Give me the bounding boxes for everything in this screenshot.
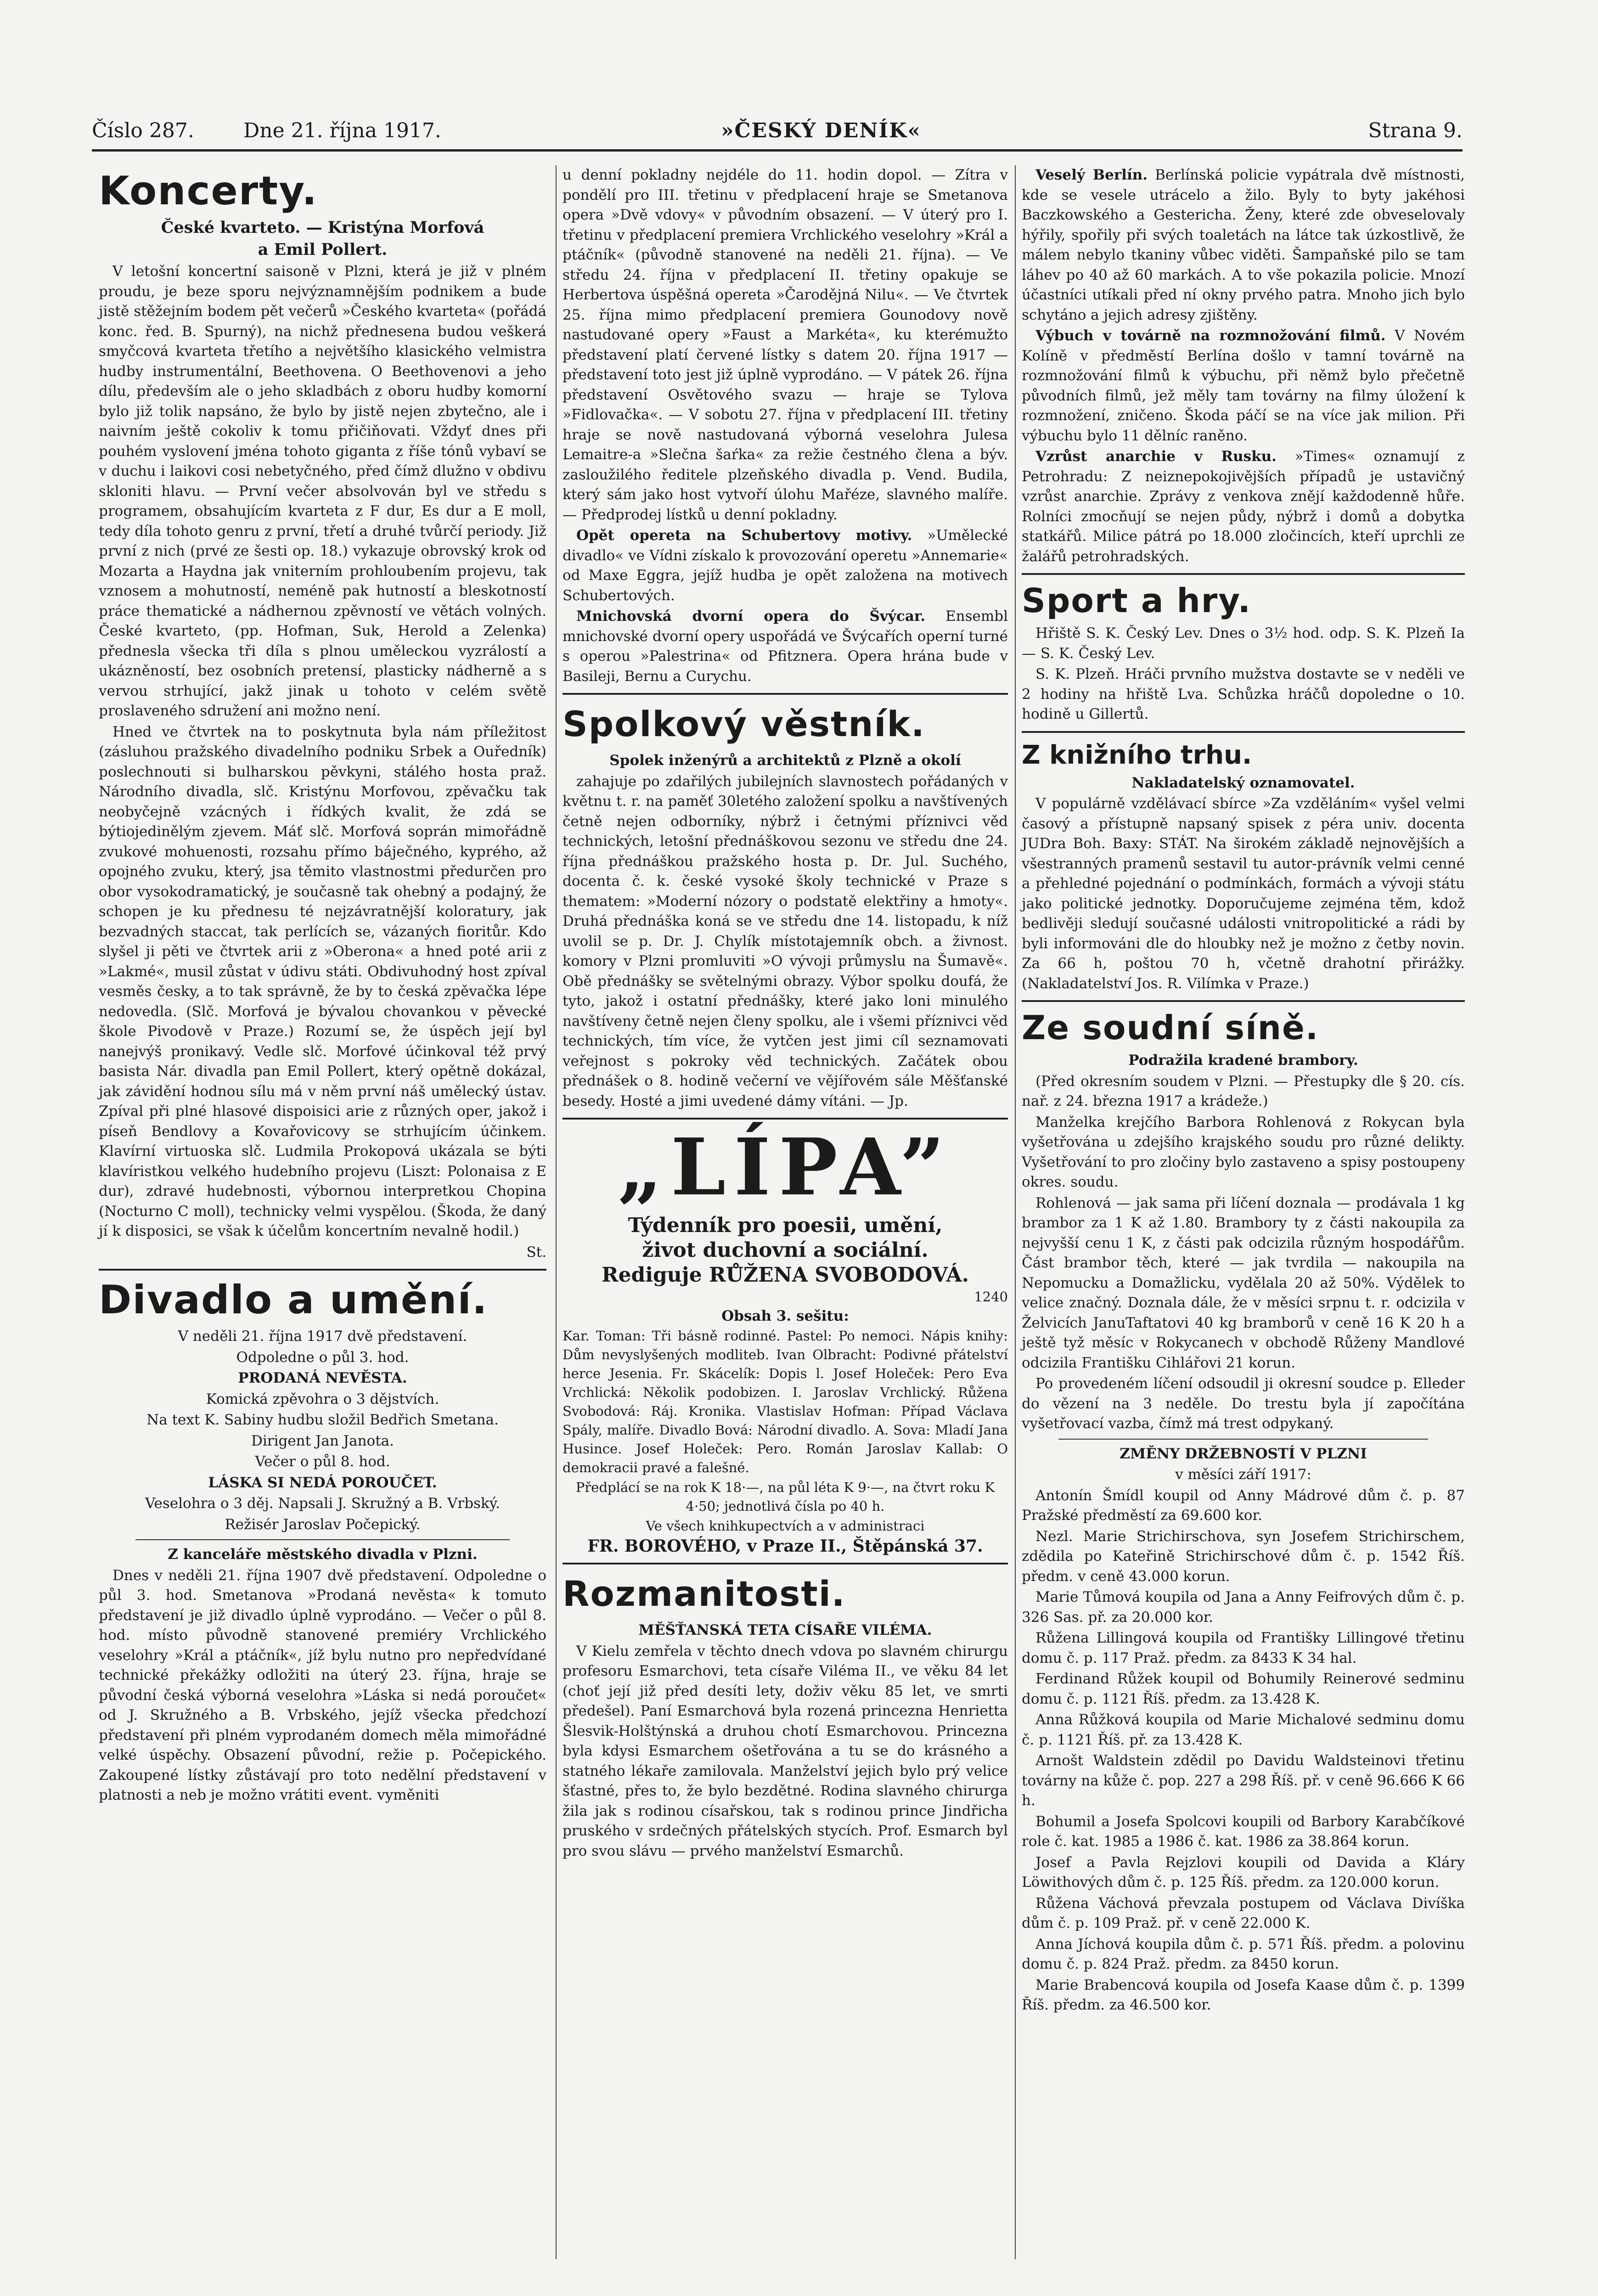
article-paragraph: »Times« oznamují z Petrohradu: Z neiznepokojivějších případů je ustavičný vzrůst anarchie. Zprávy z venkova znějí každodenně hůře. Rolníci zmocňují se nejen půdy, nýbrž i domů a dobytka statkářů. Milice pátrá po 18.000 zločincích, kteří uprchli ze žalářů petrohradských. — [1022, 448, 1465, 565]
article-heading: Z kanceláře městského divadla v Plzni. — [168, 1546, 478, 1563]
theatre-line: Večer o půl 8. hod. — [255, 1453, 390, 1470]
column-2 — [563, 165, 1008, 1862]
play-title: PRODANÁ NEVĚSTA. — [238, 1370, 407, 1386]
list-item: Antonín Šmídl koupil od Anny Mádrové dům č. p. 87 Pražské předměstí za 69.600 kor. — [1022, 1487, 1465, 1524]
article-paragraph: Ensembl mnichovské dvorní opery uspořádá ve Švýcařích operní turné s operou »Palestrina« od Pfitznera. Opera hrána bude v Basileji, Bernu a Curychu. — [563, 608, 1008, 685]
article-heading: Vzrůst anarchie v Rusku. — [1035, 448, 1277, 465]
section-title: Rozmanitosti. — [563, 1573, 846, 1614]
theatre-line: Dirigent Jan Janota. — [251, 1432, 394, 1449]
article-paragraph: Dnes v neděli 21. října 1907 dvě představení. Odpoledne o půl 3. hod. Smetanova »Prodaná nevěsta« k tomuto představení je již divadlo úplně vyprodáno. — Večer o půl 8. hod. místo původně stanovené premiéry Vrchlického veselohry »Král a ptáčník«, jíž bylu nutno pro nepředvídané technické překážky odložiti na úterý 23. října, hraje se původní česká výborná veselohra »Láska si nedá poroučet« od J. Skružného a B. Vrbského, jejíž všecka předchozí představení při plném vyprodaném domech měla mimořádné velké úspěchy. Obsazení původní, režie p. Počepického. Zakoupené lístky zůstávají pro toto nedělní představení v platnosti a neb je možno vrátiti event. vyměniti — [99, 1567, 546, 1803]
article-paragraph: zahajuje po zdařilých jubilejních slavnostech pořádaných v květnu t. r. na paměť 30letého založení spolku a navštívených četně nejen odborníky, nýbrž i četnými příznivci věd technických, letošní přednáškovou sezonu ve středu dne 24. října přednáškou pražského hosta p. Dr. Jul. Suchého, docenta č. k. české vysoké školy technické v Praze s thematem: »Moderní nózory o podstatě elektřiny a hmoty«. Druhá přednáška koná se ve středu dne 14. listopadu, k níž uvolil se p. Dr. J. Chylík místotajemník obch. a živnost. komory v Plzni promluviti »O vývoji průmyslu na Šumavě«. Obě přednášky se světelnými obrazy. Výbor spolku doufá, že tyto, jakož i ostatní přednášky, které jako loni minulého navštíveny četně nejen členy spolku, ale i všemi příznivci věd technických, tím více, že vytčen jest jimi cíl seznamovati veřejnost s pokroky věd technických. Začátek obou přednášek o 8. hodině večerní ve vějířovém sále Měšťanské besedy. Hosté a jimi uvedené dámy vítáni. — Jp. — [563, 773, 1008, 1109]
article-paragraph: Po provedeném líčení odsoudil ji okresní soudce p. Elleder do vězení na 3 neděle. Do trestu byla jí započítána vyšetřovací vazba, čímž má trest odpykaný. — [1022, 1375, 1465, 1432]
article-paragraph: Rohlenová — jak sama při líčení doznala — prodávala 1 kg brambor za 1 K až 1.80. Brambory ty z části nakoupila za nejvyšší cenu 1 K, z části pak odcizila různým hospodářům. Část brambor těch, které — jak tvrdila — nakoupila na Nepomucku a Domažlicku, vydělala 20 až 50%. Výdělek to velice značný. Doznala dále, že v měsíci srpnu t. r. odcizila v Želvicích JanuTaftatovi 40 kg bramborů v ceně 16 K 20 h a ještě tyž měsíc v Rokycanech v obchodě Růženy Mandlové odcizila Františku Cihlářovi 21 korun. — [1022, 1194, 1465, 1371]
article-paragraph: V Novém Kolíně v předměstí Berlína došlo v tamní továrně na rozmnožování filmů k výbuchu, při němž bylo přečetně původních filmů, jež měly tam továrny na filmy úložení k rozmnožení, zničeno. Škoda páčí se na více jak milion. Při výbuchu bylo 11 dělníc raněno. — [1022, 327, 1465, 444]
ad-subtitle: život duchovní a sociální. — [642, 1238, 928, 1262]
divider — [1022, 573, 1465, 575]
ad-editor: Rediguje RŮŽENA SVOBODOVÁ. — [602, 1263, 969, 1287]
article-heading: Spolek inženýrů a architektů z Plzně a okolí — [609, 752, 961, 769]
article-heading: Podražila kradené brambory. — [1128, 1052, 1358, 1069]
play-title: LÁSKA SI NEDÁ POROUČET. — [208, 1474, 437, 1491]
ad-distribution: Ve všech knihkupectvích a v administraci — [646, 1518, 925, 1534]
article-paragraph: Manželka krejčího Barbora Rohlenová z Rokycan byla vyšetřována u zdejšího krajského soudu pro různé delikty. Vyšetřování to pro zločiny bylo zastaveno a spisy postoupeny okres. soudu. — [1022, 1114, 1465, 1190]
theatre-line: Veselohra o 3 děj. Napsali J. Skružný a B. Vrbský. — [145, 1495, 500, 1512]
ad-subtitle: Týdenník pro poesii, umění, — [628, 1214, 943, 1237]
theatre-line: Odpoledne o půl 3. hod. — [236, 1349, 409, 1366]
divider — [1022, 1000, 1465, 1002]
article-paragraph: u denní pokladny nejdéle do 11. hodin dopol. — Zítra v pondělí pro III. třetinu v předplacení hraje se Smetanova opera »Dvě vdovy« v původním obsazení. — V úterý pro I. třetinu v předplacení premiera Vrchlického veselohry »Král a ptáčník« (původně stanovené na neděli 21. října). — Ve středu 24. října v předplacení II. třetiny opakuje se Herbertova úspěšná opereta »Čarodějná Nilu«. — Ve čtvrtek 25. října mimo předplacení premiera Gounodovy nově nastudované opery »Faust a Markéta«, ku kterémužto představení platí červené lístky s datem 20. října 1917 — představení toto jest již úplně vyprodáno. — V pátek 26. října představení Osvětového svazu — hraje se Tylova »Fidlovačka«. — V sobotu 27. října v předplacení III. třetiny hraje se nově nastudovaná výborná veselohra Julesa Lemaitre-a »Slečna šaŕka« za režie čestného člena a býv. zasloužilého ředitele plzeňského divadla p. Vend. Budila, který sám jako host vytvoří úlohu Mařéze, slavného malíře. — Předprodej lístků u denní pokladny. — [563, 167, 1008, 523]
column-1 — [99, 165, 546, 1806]
ad-contents: Kar. Toman: Tři básně rodinné. Pastel: Po nemoci. Nápis knihy: Dům nevyslyšených modliteb. Ivan Olbracht: Podivné přátelství herce Jesenia. Fr. Skácelík: Dopis l. Josef Holeček: Pero Eva Vrchlická: Několik podobizen. I. Jaroslav Vrchlický. Růžena Svobodová: Ráj. Kronika. Vlastislav Hofman: Případ Václava Spály, malíře. Divadlo Bová: Národní divadlo. A. Sova: Mladí Jana Husince. Josef Holeček: Pero. Román Jaroslav Kallab: O demokracii pravé a falešné. — [563, 1328, 1008, 1475]
divider — [1022, 731, 1465, 733]
section-title: Divadlo a umění. — [99, 1277, 488, 1323]
ad-title: „LÍPA” — [618, 1121, 953, 1213]
article-subheading: v měsíci září 1917: — [1175, 1466, 1311, 1483]
theatre-line: Na text K. Sabiny hudbu složil Bedřich Smetana. — [146, 1412, 499, 1428]
divider — [563, 693, 1008, 695]
article-paragraph: V Kielu zemřela v těchto dnech vdova po slavném chirurgu profesoru Esmarchovi, teta císaře Viléma II., ve věku 84 let (choť její již před desíti lety, doživ věku 85 let, ve smrti předešel). Paní Esmarchová byla rozená princezna Henrietta Šlesvik-Holštýnská a druhou chotí Esmarchovou. Princezna byla kdysi Esmarchem ošetřována a tu se do krásného a statného lékaře zamilovala. Manželství jejich bylo prý velice šťastné, přes to, že bylo bezdětné. Rodina slavného chirurga žila jak s rodinou císařskou, tak s rodinou prince Jindřicha pruského v srdečných přátelských stycích. Prof. Esmarch byl pro svou slávu — prvého manželství Esmarchů. — [563, 1643, 1008, 1859]
theatre-line: Komická zpěvohra o 3 dějstvích. — [206, 1390, 439, 1407]
theatre-line: Režisér Jaroslav Počepický. — [225, 1516, 421, 1533]
divider — [99, 1269, 546, 1271]
article-heading: Veselý Berlín. — [1035, 167, 1148, 183]
column-3 — [1022, 165, 1465, 2016]
article-paragraph: »Umělecké divadlo« ve Vídni získalo k provozování operetu »Annemarie« od Maxe Eggra, jejíž hudba je opět založena na motivech Schubertových. — [563, 527, 1008, 604]
list-item: Arnošt Waldstein zdědil po Davidu Waldsteinovi třetinu továrny na kůže č. pop. 227 a 298 Říš. př. v ceně 96.666 K 66 h. — [1022, 1752, 1465, 1809]
column-separator — [556, 165, 557, 2259]
article-paragraph: S. K. Plzeň. Hráči prvního mužstva dostavte se v neděli ve 2 hodiny na hřiště Lva. Schůzka hráčů dopoledne o 10. hodině u Gillertů. — [1022, 666, 1465, 722]
article-heading: Nakladatelský oznamovatel. — [1131, 774, 1355, 791]
article-paragraph: V letošní koncertní saisoně v Plzni, která je již v plném proudu, je beze sporu nejvýznamnějším podnikem a bude jistě stěžejním bodem pět večerů »Českého kvarteta« (pořádá konc. řed. B. Spurný), na nichž přednesena budou veškerá smyčcová kvarteta třetího a největšího klasického velmistra hudby instrumentální, Beethovena. O Beethovenovi a jeho dílu, především ale o jeho skladbách z oboru hudby komorní bylo již tolik napsáno, že bylo by jistě nejen zbytečno, ale i naivním ještě cokoliv k tomu přičiňovati. Vždyť dnes při pouhém vyslovení jména tohoto giganta z říše tónů vybaví se v duchu i laikovi cosi nebetyčného, před čímž dlužno v obdivu skloniti hlavu. — První večer absolvován byl ve středu s programem, obsahujícím kvarteta z F dur, Es dur a E moll, tedy díla tohoto genru z první, třetí a druhé tvůrčí periody. Již první z nich (prvé ze šesti op. 18.) vykazuje obrovský krok od Mozarta a Haydna jak vniterním prohloubením projevu, tak vznosem a mohutností, neméně pak hutností a bleskotností práce thematické a nádhernou zpěvností ve větách volných. České kvarteto, (pp. Hofman, Suk, Herold a Zelenka) přednesla všecka tři díla s plnou uměleckou vyzrálostí a ukázněností, bez osobních pretensí, plasticky nádherně a s vervou strhující, jakž jinak u tohoto v celém světě proslaveného sdružení ani možno není. — [99, 263, 546, 719]
theatre-line: V neděli 21. října 1917 dvě představení. — [178, 1328, 467, 1345]
advertisement-lipa — [563, 1121, 1008, 1556]
list-item: Nezl. Marie Strichirschova, syn Josefem Strichirschem, zdědila po Kateřině Strichirschové dům č. p. 1542 Říš. předm. v ceně 43.000 korun. — [1022, 1528, 1465, 1585]
section-title: Ze soudní síně. — [1022, 1008, 1319, 1047]
list-item: Anna Růžková koupila od Marie Michalové sedminu domu č. p. 1121 Říš. př. za 13.428 K. — [1022, 1711, 1465, 1748]
list-item: Bohumil a Josefa Spolcovi koupili od Barbory Karabčíkové role č. kat. 1985 a 1986 č. kat. 1986 za 38.864 korun. — [1022, 1813, 1465, 1850]
article-paragraph: Hned ve čtvrtek na to poskytnuta byla nám příležitost (zásluhou pražského divadelního podniku Srbek a Ouředník) poslechnouti si bulharskou pěvkyni, stálého hosta praž. Národního divadla, slč. Kristýnu Morfovou, zpěvačku tak neobyčejně vzácných i řídkých kvalit, že zdá se býtiojedinělým zjevem. Máť slč. Morfová soprán mimořádně zvukové mohuenosti, rozsahu přímo báječného, kyprého, až opojného zvuku, který, jsa těmito vlastnostmi předurčen pro obor vysokodramatický, je současně tak ohebný a podajný, že schopen je ku přednesu té nejzávratnější koloratury, jak bezvadných staccat, tak perlících se, vázaných fioritůr. Kdo slyšel ji pěti ve čtvrtek arii z »Oberona« a hned poté arii z »Lakmé«, musil zůstat v údivu státi. Obdivuhodný host zpíval vesměs česky, a to tak správně, že by to česká zpěvačka lépe nedovedla. (Slč. Morfová je bývalou chovankou v pěvecké škole Pivodově v Praze.) Rozumí se, že úspěch její byl nanejvýš pronikavý. Vedle slč. Morfové účinkoval též prvý basista Nár. divadla pan Emil Pollert, který opětně dokázal, jak závidění hodnou sílu má v něm první náš umělecký ústav. Zpíval při plné hlasové dispoisici arie z různých oper, jakož i píseň Bendlovy a Kovařovicovy se strhujícím účinkem. Klavírní virtuoska slč. Ludmila Prokopová ukázala se býti klavíristkou velkého hudebního projevu (Liszt: Polonaisa z E dur), zdravé hudebnosti, výbornou interpretkou Chopina (Nocturno C moll), technicky velmi vyspělou. (Škoda, že daný jí k disposici, se však k účelům koncertním nevalně hodil.) — [99, 723, 546, 1239]
section-title: Sport a hry. — [1022, 581, 1251, 620]
ad-price: Předplácí se na rok K 18·—, na půl léta K 9·—, na čtvrt roku K 4·50; jednotlivá čísla po 40 h. — [575, 1479, 995, 1514]
list-item: Anna Jíchová koupila dům č. p. 571 Říš. předm. a polovinu domu č. p. 824 Praž. předm. za 8450 korun. — [1022, 1936, 1465, 1972]
newspaper-title: »ČESKÝ DENÍK« — [721, 119, 921, 142]
signature: St. — [526, 1244, 546, 1261]
issue-number: Číslo 287. — [92, 119, 194, 142]
list-item: Marie Brabencová koupila od Josefa Kaase dům č. p. 1399 Říš. předm. za 46.500 kor. — [1022, 1976, 1465, 2013]
column-separator — [1015, 165, 1016, 2259]
article-heading: ZMĚNY DRŽEBNOSTÍ V PLZNI — [1120, 1445, 1367, 1462]
masthead — [92, 117, 1463, 152]
article-heading: Mnichovská dvorní opera do Švýcar. — [576, 608, 926, 625]
ad-publisher: FR. BOROVÉHO, v Praze II., Štěpánská 37. — [587, 1536, 983, 1556]
article-heading: MĚŠŤANSKÁ TETA CÍSAŘE VILÉMA. — [638, 1622, 932, 1638]
article-heading: a Emil Pollert. — [258, 240, 388, 259]
page-number: Strana 9. — [1368, 119, 1463, 142]
divider — [1058, 1439, 1428, 1440]
issue-date: Dne 21. října 1917. — [243, 119, 441, 142]
divider — [563, 1563, 1008, 1564]
article-heading: Opět opereta na Schubertovy motivy. — [576, 527, 912, 544]
list-item: Marie Tůmová koupila od Jana a Anny Feifrových dům č. p. 326 Sas. př. za 20.000 kor. — [1022, 1589, 1465, 1626]
ad-contents-heading: Obsah 3. sešitu: — [721, 1308, 849, 1324]
list-item: Růžena Lillingová koupila od Františky Lillingové třetinu domu č. p. 117 Praž. předm. za 8433 K 34 hal. — [1022, 1630, 1465, 1666]
divider — [563, 1118, 1008, 1120]
section-title: Koncerty. — [99, 168, 318, 214]
ad-number: 1240 — [974, 1289, 1008, 1305]
list-item: Růžena Váchová převzala postupem od Václava Divíška dům č. p. 109 Praž. př. v ceně 22.000 K. — [1022, 1895, 1465, 1931]
article-paragraph: (Před okresním soudem v Plzni. — Přestupky dle § 20. cís. nař. z 24. března 1917 a krádeže.) — [1022, 1073, 1465, 1109]
list-item: Ferdinand Růžek koupil od Bohumily Reinerové sedminu domu č. p. 1121 Říš. předm. za 13.428 K. — [1022, 1671, 1465, 1707]
divider — [135, 1539, 510, 1540]
article-paragraph: Berlínská policie vypátrala dvě místnosti, kde se vesele utrácelo a žilo. Byly to byty jakéhosi Baczkowského a Gestericha. Ženy, které zde obveselovaly hýřily, spořily při svých toaletách na látce tak úzkostlivě, že málem nebylo tkaniny vůbec viděti. Šampaňské pilo se tam láhev po 40 až 60 markách. A to vše pokazila policie. Mnozí účastníci utíkali před ní okny prvého patra. Mnoho jich bylo schytáno a jejich adresy zjištěny. — [1022, 167, 1465, 323]
property-changes-list — [1022, 1486, 1465, 2015]
article-paragraph: V populárně vzdělávací sbírce »Za vzděláním« vyšel velmi časový a přístupně napsaný spisek z péra univ. docenta JUDra Boh. Baxy: STÁT. Na širokém základě nejnovějších a všestranných pramenů sestavil tu autor-právník velmi cenné a přehledné pojednání o podmínkách, formách a vývoji státu jako politické jednotky. Doporučujeme zejména těm, kdož bedlivěji sledují současné události vnitropolitické a rádi by byli informováni dle do hloubky než je možno z četby novin. Za 66 h, poštou 70 h, včetně drahotní přirážky. (Nakladatelství Jos. R. Vilímka v Praze.) — [1022, 795, 1465, 992]
article-paragraph: Hřiště S. K. Český Lev. Dnes o 3½ hod. odp. S. K. Plzeň Ia — S. K. Český Lev. — [1022, 625, 1465, 662]
section-title: Z knižního trhu. — [1022, 740, 1252, 770]
list-item: Josef a Pavla Rejzlovi koupili od Davida a Kláry Löwithových dům č. p. 125 Říš. předm. za 120.000 korun. — [1022, 1854, 1465, 1891]
article-heading: České kvarteto. — Kristýna Morfová — [161, 218, 484, 237]
article-heading: Výbuch v továrně na rozmnožování filmů. — [1035, 327, 1386, 344]
section-title: Spolkový věstník. — [563, 703, 925, 744]
